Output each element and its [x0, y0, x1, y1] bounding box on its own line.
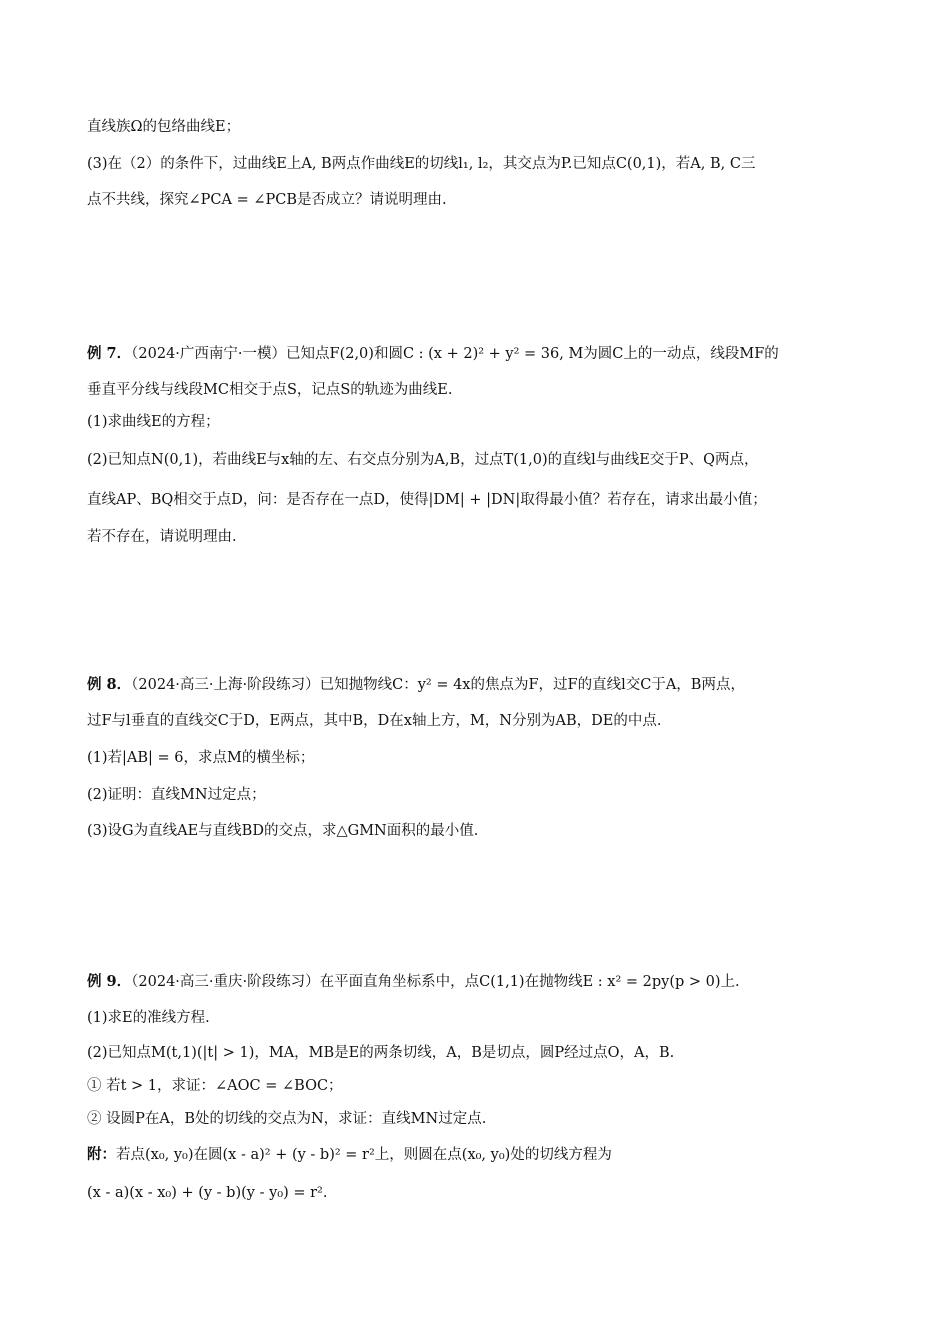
example-label: 例 9．: [87, 973, 132, 990]
text-line: (1)若|AB| = 6，求点M的横坐标；: [87, 750, 315, 766]
text-line: 过F与l垂直的直线交C于D，E两点，其中B，D在x轴上方，M，N分别为AB，DE的中点.: [87, 713, 662, 729]
text-line: (3)设G为直线AE与直线BD的交点，求△GMN面积的最小值.: [87, 823, 479, 839]
example-label: 例 7．: [87, 345, 132, 362]
appendix-line: 附：若点(x₀, y₀)在圆(x - a)² + (y - b)² = r²上，则圆在点(x₀, y₀)处的切线方程为: [87, 1146, 612, 1163]
example-label: 例 8．: [87, 676, 132, 693]
text-line: (2)已知点M(t,1)(|t| > 1)，MA，MB是E的两条切线，A，B是切点，圆P经过点O，A，B.: [87, 1045, 675, 1061]
text-line: (1)求E的准线方程.: [87, 1010, 210, 1026]
text-line: ① 若t > 1，求证：∠AOC = ∠BOC；: [87, 1078, 343, 1094]
text-line: (2)证明：直线MN过定点；: [87, 787, 266, 803]
text-line: 点不共线，探究∠PCA = ∠PCB是否成立？请说明理由.: [87, 192, 447, 208]
text-line: ② 设圆P在A，B处的切线的交点为N，求证：直线MN过定点.: [87, 1111, 487, 1127]
text-line: (3)在（2）的条件下，过曲线E上A, B两点作曲线E的切线l₁, l₂，其交点为P.已知点C(0,1)，若A, B, C三: [87, 156, 756, 172]
text-line: 若不存在，请说明理由.: [87, 529, 237, 545]
text-line: (x - a)(x - x₀) + (y - b)(y - y₀) = r².: [87, 1185, 328, 1201]
text-line: 直线AP、BQ相交于点D，问：是否存在一点D，使得|DM| + |DN|取得最小值？若存在，请求出最小值；: [87, 492, 767, 508]
example-9-heading: 例 9．（2024·高三·重庆·阶段练习）在平面直角坐标系中，点C(1,1)在抛物线E : x² = 2py(p > 0)上.: [87, 973, 740, 990]
text-line: 垂直平分线与线段MC相交于点S，记点S的轨迹为曲线E.: [87, 382, 453, 398]
appendix-label: 附：: [87, 1146, 116, 1163]
example-7-heading: 例 7．（2024·广西南宁·一模）已知点F(2,0)和圆C : (x + 2)² + y² = 36, M为圆C上的一动点，线段MF的: [87, 345, 779, 362]
text-line: (1)求曲线E的方程；: [87, 414, 220, 430]
text-line: 直线族Ω的包络曲线E；: [87, 119, 241, 135]
text-line: (2)已知点N(0,1)，若曲线E与x轴的左、右交点分别为A,B，过点T(1,0)的直线l与曲线E交于P、Q两点，: [87, 452, 759, 468]
example-8-heading: 例 8．（2024·高三·上海·阶段练习）已知抛物线C：y² = 4x的焦点为F，过F的直线l交C于A，B两点，: [87, 676, 745, 693]
